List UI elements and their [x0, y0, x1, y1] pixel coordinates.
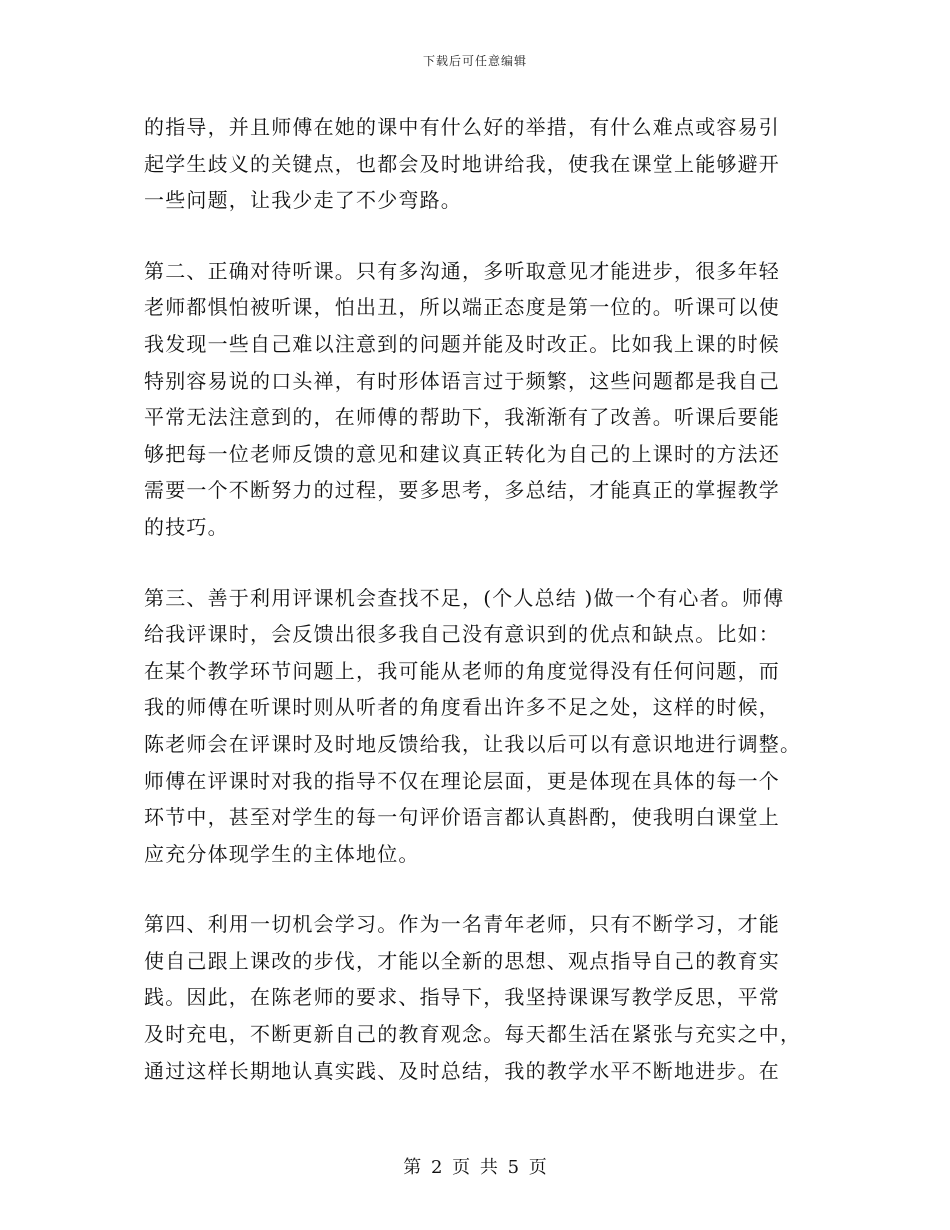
text-line: 通过这样长期地认真实践、及时总结，我的教学水平不断地进步。在: [144, 1058, 780, 1083]
document-body: [144, 109, 804, 1123]
page-header: 下载后可任意编辑: [422, 54, 527, 68]
text-line: 践。因此，在陈老师的要求、指导下，我坚持课课写教学反思，平常: [144, 985, 780, 1010]
text-line: 第三、善于利用评课机会查找不足，(个人总结 )做一个有心者。师傅: [144, 585, 785, 610]
text-line: 第四、利用一切机会学习。作为一名青年老师，只有不断学习，才能: [144, 912, 780, 937]
paragraph-4: [144, 906, 804, 1089]
page-number-footer: 第 2 页 共 5 页: [403, 1157, 547, 1178]
text-line: 够把每一位老师反馈的意见和建议真正转化为自己的上课时的方法还: [144, 441, 780, 466]
text-line: 特别容易说的口头禅，有时形体语言过于频繁，这些问题都是我自己: [144, 368, 780, 393]
text-line: 我的师傅在听课时则从听者的角度看出许多不足之处，这样的时候，: [144, 695, 780, 720]
text-line: 在某个教学环节问题上，我可能从老师的角度觉得没有任何问题，而: [144, 658, 780, 683]
text-line: 第二、正确对待听课。只有多沟通，多听取意见才能进步，很多年轻: [144, 258, 780, 283]
text-line: 老师都惧怕被听课，怕出丑，所以端正态度是第一位的。听课可以使: [144, 295, 780, 320]
text-line: 使自己跟上课改的步伐，才能以全新的思想、观点指导自己的教育实: [144, 948, 780, 973]
text-line: 的技巧。: [144, 514, 229, 539]
text-line: 的指导，并且师傅在她的课中有什么好的举措，有什么难点或容易引: [144, 115, 780, 139]
text-line: 平常无法注意到的，在师傅的帮助下，我渐渐有了改善。听课后要能: [144, 405, 780, 430]
paragraph-1: [144, 109, 804, 219]
text-line: 应充分体现学生的主体地位。: [144, 841, 420, 866]
text-line: 陈老师会在评课时及时地反馈给我，让我以后可以有意识地进行调整。: [144, 731, 802, 756]
text-line: 起学生歧义的关键点，也都会及时地讲给我，使我在课堂上能够避开: [144, 151, 780, 176]
paragraph-2: [144, 253, 804, 546]
text-line: 需要一个不断努力的过程，要多思考，多总结，才能真正的掌握教学: [144, 478, 780, 503]
text-line: 及时充电，不断更新自己的教育观念。每天都生活在紧张与充实之中，: [144, 1022, 802, 1047]
text-line: 我发现一些自己难以注意到的问题并能及时改正。比如我上课的时候: [144, 331, 780, 356]
paragraph-3: [144, 580, 804, 873]
text-line: 环节中，甚至对学生的每一句评价语言都认真斟酌，使我明白课堂上: [144, 805, 780, 830]
text-line: 一些问题，让我少走了不少弯路。: [144, 188, 462, 213]
text-line: 师傅在评课时对我的指导不仅在理论层面，更是体现在具体的每一个: [144, 768, 780, 793]
text-line: 给我评课时，会反馈出很多我自己没有意识到的优点和缺点。比如：: [144, 622, 780, 647]
